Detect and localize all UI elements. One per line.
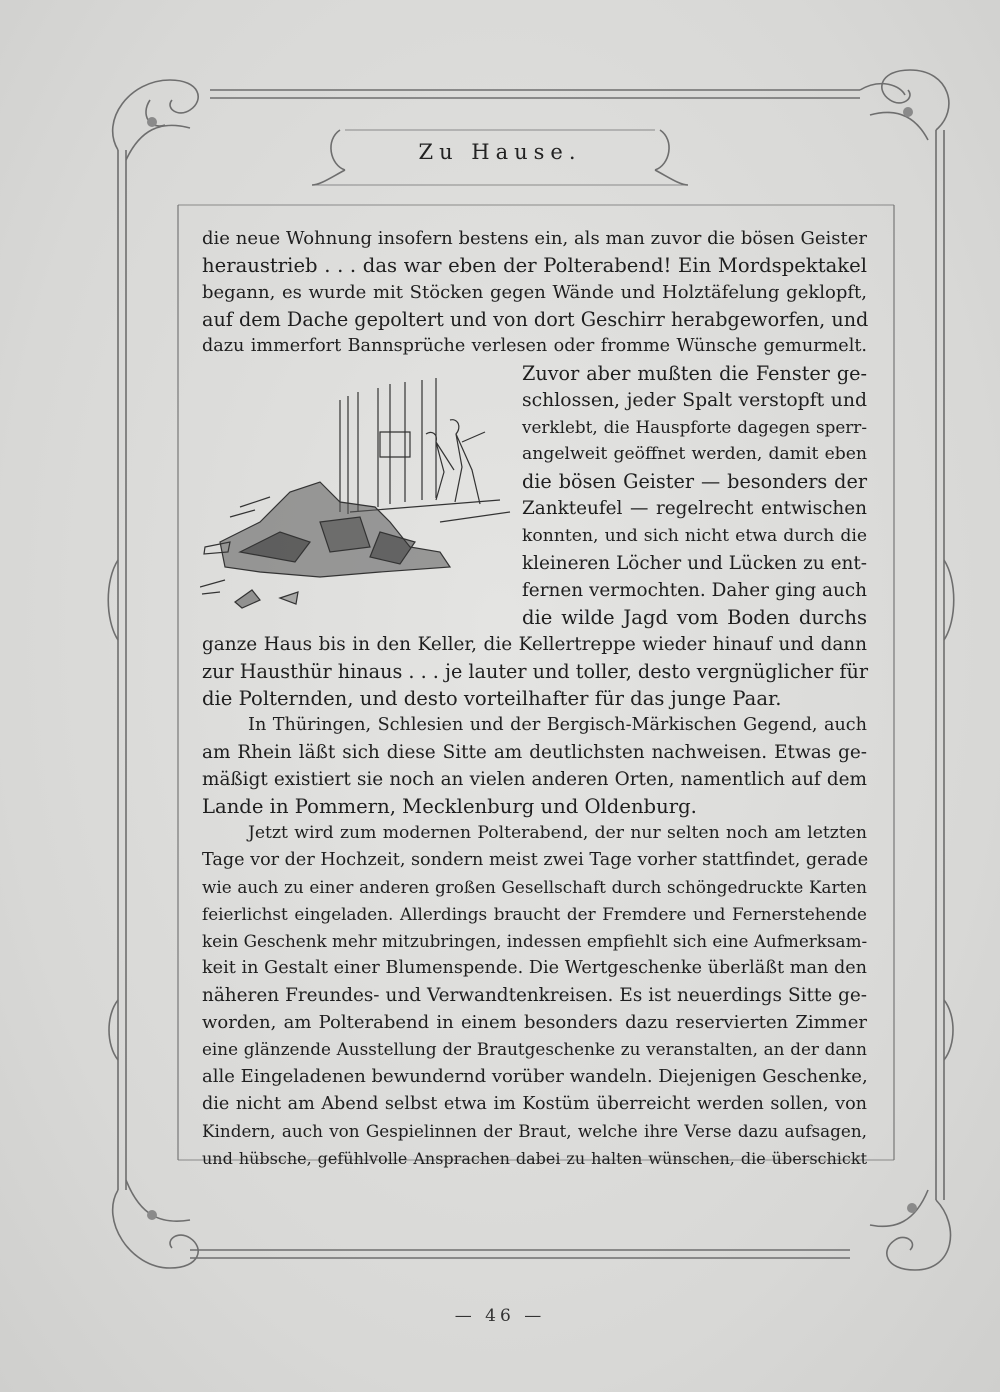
text-line: näheren Freundes- und Verwandtenkreisen. Es ist neuerdings Sitte ge- — [202, 985, 867, 1007]
text-line: eine glänzende Ausstellung der Brautgeschenke zu veranstalten, an der dann — [202, 1039, 867, 1060]
running-header: Zu Hause. — [418, 140, 582, 164]
text-line: mäßigt existiert sie noch an vielen anderen Orten, namentlich auf dem — [202, 768, 867, 790]
text-line: Tage vor der Hochzeit, sondern meist zwei Tage vorher stattfindet, gerade — [202, 850, 869, 871]
text-line: auf dem Dache gepoltert und von dort Geschirr herabgeworfen, und — [202, 308, 869, 332]
body-text — [202, 225, 867, 1172]
text-line: Kindern, auch von Gespielinnen der Braut, welche ihre Verse dazu aufsagen, — [202, 1120, 867, 1141]
text-line: kein Geschenk mehr mitzubringen, indessen empfiehlt sich eine Aufmerksam- — [202, 931, 868, 952]
text-line: feierlichst eingeladen. Allerdings braucht der Fremdere und Fernerstehende — [202, 904, 867, 925]
text-line: worden, am Polterabend in einem besonders dazu reservierten Zimmer — [202, 1012, 867, 1034]
text-line: Lande in Pommern, Mecklenburg und Oldenburg. — [202, 794, 697, 818]
text-line: kleineren Löcher und Lücken zu ent- — [522, 552, 867, 574]
text-line: schlossen, jeder Spalt verstopft und — [522, 390, 867, 412]
text-line: heraustrieb . . . das war eben der Polterabend! Ein Mordspektakel — [202, 254, 867, 278]
text-line: angelweit geöffnet werden, damit eben — [522, 444, 867, 465]
text-line: die Polternden, und desto vorteilhafter für das junge Paar. — [202, 686, 782, 710]
text-line: fernen vermochten. Daher ging auch — [522, 579, 867, 601]
text-line: die bösen Geister — besonders der — [522, 470, 867, 494]
text-line: die wilde Jagd vom Boden durchs — [522, 605, 867, 629]
page-number: — 46 — — [454, 1306, 546, 1326]
text-line: zur Hausthür hinaus . . . je lauter und toller, desto vergnüglicher für — [202, 659, 869, 683]
text-line: Zankteufel — regelrecht entwischen — [522, 498, 867, 520]
text-line: die neue Wohnung insofern bestens ein, als man zuvor die bösen Geister — [202, 228, 867, 249]
text-line: alle Eingeladenen bewundernd vorüber wandeln. Diejenigen Geschenke, — [202, 1066, 868, 1088]
text-line: begann, es wurde mit Stöcken gegen Wände und Holztäfelung geklopft, — [202, 282, 867, 304]
text-line: am Rhein läßt sich diese Sitte am deutlichsten nachweisen. Etwas ge- — [202, 741, 867, 763]
text-line: keit in Gestalt einer Blumenspende. Die Wertgeschenke überläßt man den — [202, 958, 867, 979]
text-line: die nicht am Abend selbst etwa im Kostüm überreicht werden sollen, von — [202, 1093, 867, 1114]
text-line: konnten, und sich nicht etwa durch die — [522, 525, 867, 546]
text-line: wie auch zu einer anderen großen Gesellschaft durch schöngedruckte Karten — [202, 877, 867, 898]
text-line: ganze Haus bis in den Keller, die Kellertreppe wieder hinauf und dann — [202, 633, 867, 655]
text-line: Zuvor aber mußten die Fenster ge- — [522, 362, 867, 386]
text-line: verklebt, die Hauspforte dagegen sperr- — [522, 417, 867, 438]
text-line: und hübsche, gefühlvolle Ansprachen dabei zu halten wünschen, die überschickt — [202, 1148, 867, 1168]
text-line: dazu immerfort Bannsprüche verlesen oder fromme Wünsche gemurmelt. — [202, 336, 867, 357]
text-line: Jetzt wird zum modernen Polterabend, der nur selten noch am letzten — [248, 823, 867, 844]
text-line: In Thüringen, Schlesien und der Bergisch-Märkischen Gegend, auch — [248, 714, 867, 735]
